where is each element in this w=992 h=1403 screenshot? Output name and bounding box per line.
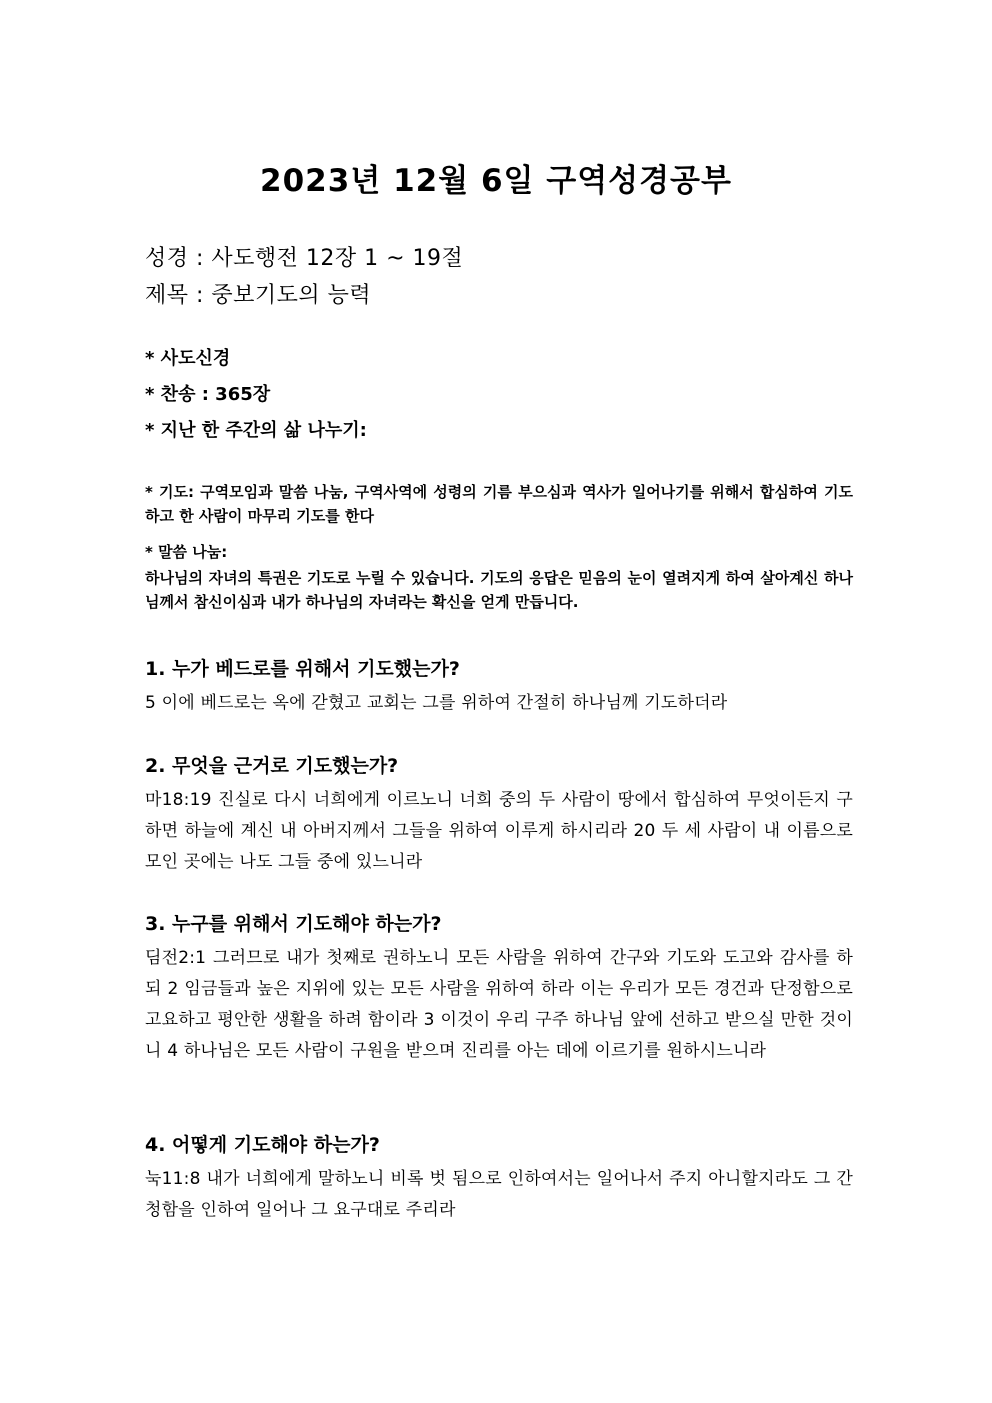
question-heading: 4. 어떻게 기도해야 하는가?	[145, 1134, 380, 1156]
bullet-hymn: * 찬송 : 365장	[145, 384, 271, 405]
question-answer: 눅11:8 내가 너희에게 말하노니 비록 벗 됨으로 인하여서는 일어나서 주지 아니할지라도 그 간청함을 인하여 일어나 그 요구대로 주리라	[145, 1169, 853, 1220]
question-heading: 3. 누구를 위해서 기도해야 하는가?	[145, 913, 442, 935]
question-heading: 2. 무엇을 근거로 기도했는가?	[145, 755, 399, 777]
scripture-reference: 성경 : 사도행전 12장 1 ~ 19절	[145, 246, 464, 271]
question-answer: 딤전2:1 그러므로 내가 첫째로 권하노니 모든 사람을 위하여 간구와 기도와 도고와 감사를 하되 2 임금들과 높은 지위에 있는 모든 사람을 위하여 하라 이는 우리가 모든 경건과 단정함으로 고요하고 평안한 생활을 하려 함이라 3 이것이 우리 구주 하나님 앞에 선하고 받으실 만한 것이니 4 하나님은 모든 사람이 구원을 받으며 진리를 아는 데에 이르기를 원하시느니라	[145, 948, 853, 1061]
question-answer: 마18:19 진실로 다시 너희에게 이르노니 너희 중의 두 사람이 땅에서 합심하여 무엇이든지 구하면 하늘에 계신 내 아버지께서 그들을 위하여 이루게 하시리라 20 두 세 사람이 내 이름으로 모인 곳에는 나도 그들 중에 있느니라	[145, 790, 853, 872]
bullet-life-sharing: * 지난 한 주간의 삶 나누기:	[145, 420, 367, 441]
prayer-instruction: * 기도: 구역모임과 말씀 나눔, 구역사역에 성령의 기름 부으심과 역사가 일어나기를 위해서 합심하여 기도하고 한 사람이 마무리 기도를 한다	[145, 483, 853, 525]
question-answer: 5 이에 베드로는 옥에 갇혔고 교회는 그를 위하여 간절히 하나님께 기도하더라	[145, 693, 728, 713]
word-sharing-label: * 말씀 나눔:	[145, 543, 228, 561]
document-title: 2023년 12월 6일 구역성경공부	[260, 163, 732, 199]
word-sharing-text: 하나님의 자녀의 특권은 기도로 누릴 수 있습니다. 기도의 응답은 믿음의 눈이 열려지게 하여 살아계신 하나님께서 참신이심과 내가 하나님의 자녀라는 확신을 얻게 만듭니다.	[145, 569, 853, 611]
bullet-apostles-creed: * 사도신경	[145, 348, 231, 369]
sermon-subject: 제목 : 중보기도의 능력	[145, 283, 372, 308]
question-heading: 1. 누가 베드로를 위해서 기도했는가?	[145, 658, 460, 680]
